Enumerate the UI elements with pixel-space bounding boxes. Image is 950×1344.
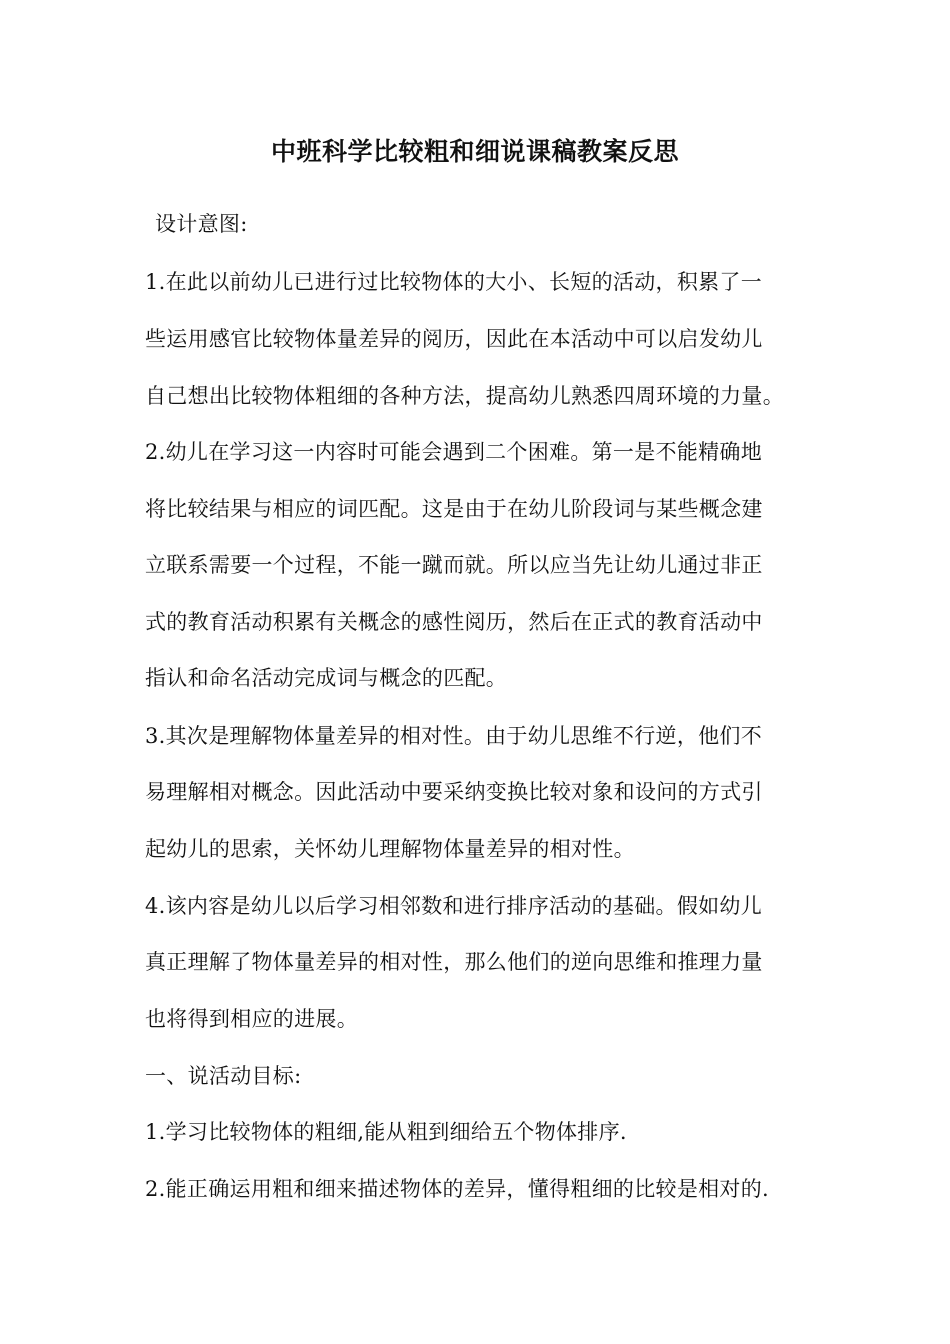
paragraph-line: 4.该内容是幼儿以后学习相邻数和进行排序活动的基础。假如幼儿 [145, 894, 763, 918]
paragraph-line: 起幼儿的思索，关怀幼儿理解物体量差异的相对性。 [145, 837, 635, 861]
paragraph-line: 将比较结果与相应的词匹配。这是由于在幼儿阶段词与某些概念建 [145, 497, 763, 521]
paragraph-line: 式的教育活动积累有关概念的感性阅历，然后在正式的教育活动中 [145, 610, 763, 634]
paragraph-line: 自己想出比较物体粗细的各种方法，提高幼儿熟悉四周环境的力量。 [145, 384, 784, 408]
paragraph-line: 指认和命名活动完成词与概念的匹配。 [145, 666, 508, 690]
section-label-design-intent: 设计意图: [155, 212, 248, 236]
paragraph-line: 易理解相对概念。因此活动中要采纳变换比较对象和设问的方式引 [145, 780, 763, 804]
document-title: 中班科学比较粗和细说课稿教案反思 [270, 137, 679, 166]
paragraph-line: 也将得到相应的进展。 [145, 1007, 358, 1031]
paragraph-line: 些运用感官比较物体量差异的阅历，因此在本活动中可以启发幼儿 [145, 327, 763, 351]
paragraph-line: 1.在此以前幼儿已进行过比较物体的大小、长短的活动，积累了一 [145, 270, 763, 294]
paragraph-line: 立联系需要一个过程，不能一蹴而就。所以应当先让幼儿通过非正 [145, 553, 763, 577]
paragraph-line: 2.幼儿在学习这一内容时可能会遇到二个困难。第一是不能精确地 [145, 440, 763, 464]
paragraph-line: 真正理解了物体量差异的相对性，那么他们的逆向思维和推理力量 [145, 950, 763, 974]
section-heading-activity-goals: 一、说活动目标: [145, 1064, 302, 1088]
paragraph-line: 3.其次是理解物体量差异的相对性。由于幼儿思维不行逆，他们不 [145, 724, 763, 748]
goal-item: 2.能正确运用粗和细来描述物体的差异，懂得粗细的比较是相对的. [145, 1177, 770, 1201]
goal-item: 1.学习比较物体的粗细,能从粗到细给五个物体排序. [145, 1120, 627, 1144]
